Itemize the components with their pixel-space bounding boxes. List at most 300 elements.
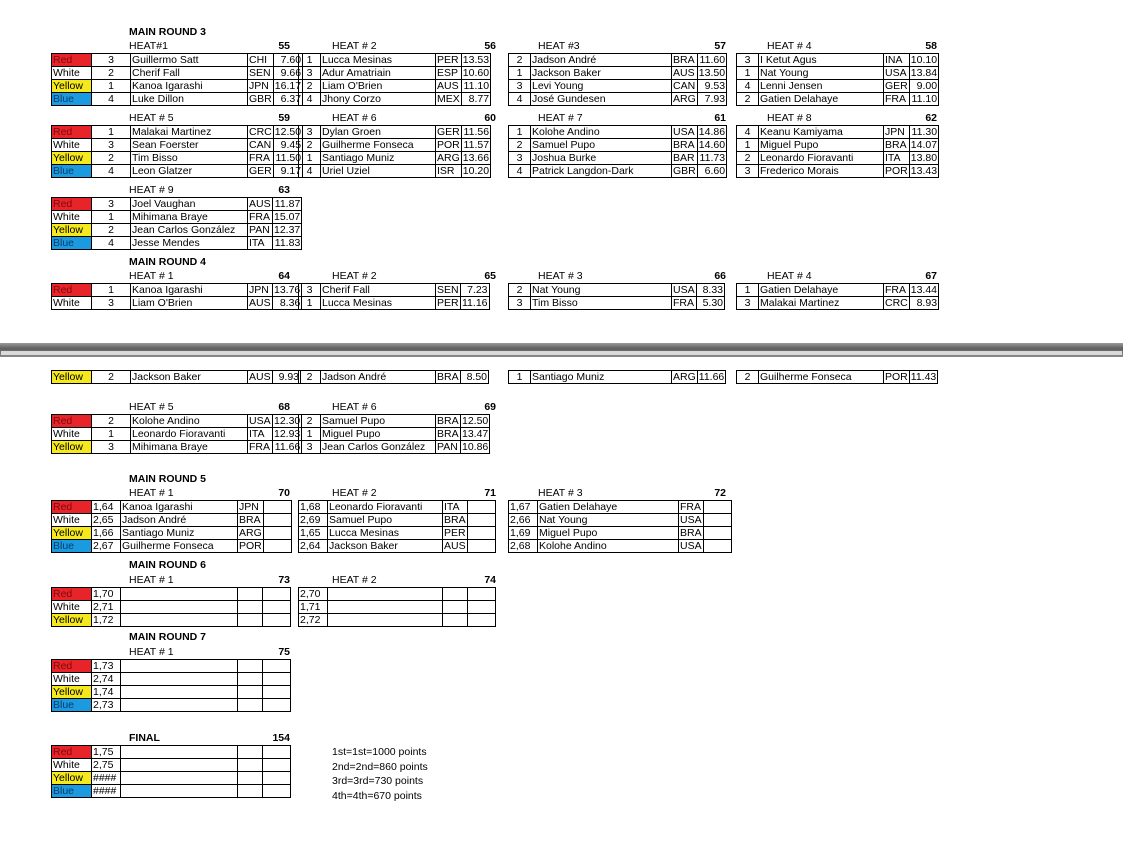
score-cell [704,527,732,540]
heat-number: 74 [484,574,496,586]
surfer-name-cell: Miguel Pupo [538,527,679,540]
surfer-name-cell: Kanoa Igarashi [131,284,248,297]
country-cell: FRA [672,297,697,310]
points-line: 1st=1st=1000 points [332,746,427,758]
score-cell: 9.17 [273,165,302,178]
country-cell: PER [436,54,462,67]
surfer-name-cell: Lucca Mesinas [321,297,436,310]
country-cell: CRC [885,297,908,309]
heat-row [52,415,302,428]
surfer-name-cell: I Ketut Agus [759,54,884,67]
country-cell [238,588,263,601]
jersey-color-cell: White [52,428,92,441]
surfer-name-cell [121,772,238,785]
score-cell: 7.60 [273,54,302,67]
seed-cell: 2 [509,54,531,67]
seed-cell: 3 [92,297,131,310]
score-cell: 11.60 [697,54,726,67]
score-cell: 9.53 [697,80,726,93]
country-cell: ARG [673,371,696,383]
jersey-color-cell: Blue [52,165,92,178]
seed-cell: #### [92,785,121,798]
seed-cell: 2 [92,152,131,165]
surfer-name-cell: Leon Glatzer [131,165,248,178]
score-cell [263,660,291,673]
seed-cell: 1 [299,428,321,441]
heat-row [52,224,302,237]
heat-row [52,785,291,798]
score-cell: 9.93 [273,371,301,384]
seed-cell: 3 [509,80,531,93]
heat-table [51,745,291,798]
heat-row [52,428,302,441]
heat-row [299,588,496,601]
score-cell [263,588,291,601]
seed-cell: 3 [92,198,131,211]
heat-label: HEAT # 3 [538,270,583,282]
surfer-name-cell: Jackson Baker [531,67,672,80]
heat-row [737,297,939,310]
surfer-name-cell: Joshua Burke [531,152,672,165]
heat-row [299,80,491,93]
surfer-name-cell: Leonardo Fioravanti [759,152,884,165]
seed-cell: 2,72 [299,614,328,627]
round-title: MAIN ROUND 5 [129,473,207,485]
surfer-name-cell: Cherif Fall [321,284,436,297]
country-cell: ISR [436,165,462,178]
seed-cell: 3 [737,165,759,178]
heat-label: HEAT # 1 [129,574,174,586]
surfer-name-cell: Kolohe Andino [531,126,672,139]
heat-row [52,527,292,540]
country-cell: GBR [673,165,696,177]
country-cell: BRA [444,514,466,526]
score-cell [704,501,732,514]
surfer-name-cell [328,614,443,627]
surfer-name-cell: Guilherme Fonseca [759,371,884,384]
seed-cell: 2 [737,371,759,384]
heat-row [299,297,490,310]
heat-row [509,284,725,297]
seed-cell: 1,73 [92,660,121,673]
surfer-name-cell: Nat Young [531,284,672,297]
heat-table [51,283,302,310]
country-cell: BRA [437,415,459,427]
jersey-color-cell: Blue [52,93,92,106]
heat-row [509,371,726,384]
heat-row [509,126,727,139]
country-cell: ITA [884,152,910,165]
surfer-name-cell: José Gundesen [531,93,672,106]
heat-row [509,54,727,67]
country-cell: AUS [444,540,466,552]
score-cell [468,540,496,553]
score-cell [263,686,291,699]
heat-row [299,126,491,139]
heat-label: HEAT # 8 [767,112,812,124]
country-cell: FRA [884,284,910,297]
surfer-name-cell [121,746,238,759]
heat-row [299,284,490,297]
heat-table [298,587,496,627]
score-cell: 12.50 [274,126,302,138]
heat-label: HEAT # 1 [129,270,174,282]
seed-cell: 2,73 [92,699,121,712]
seed-cell: 1 [509,371,531,384]
country-cell: JPN [238,501,264,514]
heat-row [299,441,490,454]
score-cell: 10.10 [910,54,938,66]
seed-cell: 4 [92,165,131,178]
heat-row [509,297,725,310]
seed-cell: 1 [737,139,759,152]
jersey-color-cell: Blue [52,540,92,553]
country-cell: BRA [238,514,264,527]
country-cell [238,673,263,686]
surfer-name-cell: Gatien Delahaye [759,284,884,297]
seed-cell: 1 [737,67,759,80]
heat-row [52,198,302,211]
score-cell [263,540,291,553]
score-cell: 13.84 [910,67,938,79]
jersey-color-cell: Red [52,415,92,428]
surfer-name-cell [121,785,238,798]
surfer-name-cell: Jackson Baker [328,540,443,553]
score-cell: 7.93 [697,93,726,106]
score-cell: 12.93 [274,428,301,440]
score-cell: 8.33 [697,284,725,297]
surfer-name-cell: Samuel Pupo [531,139,672,152]
heat-table [51,197,302,250]
score-cell [704,540,732,553]
country-cell: USA [680,514,702,526]
jersey-color-cell: White [52,673,92,686]
score-cell: 9.00 [909,80,938,93]
heat-label: HEAT # 7 [538,112,583,124]
heat-row [299,139,491,152]
country-cell: CRC [249,126,272,138]
surfer-name-cell: Dylan Groen [321,126,436,139]
surfer-name-cell: Santiago Muniz [121,527,238,540]
heat-row [509,540,732,553]
score-cell: 10.20 [462,165,490,177]
heat-label: HEAT # 4 [767,40,812,52]
country-cell: CAN [248,139,274,152]
heat-row [299,54,491,67]
seed-cell: 2 [737,93,759,106]
heat-row [52,93,303,106]
heat-label: HEAT # 1 [129,487,174,499]
seed-cell: 1,64 [92,501,121,514]
heat-row [509,67,727,80]
country-cell: BRA [672,54,698,67]
heat-row [52,126,303,139]
seed-cell: 2,67 [92,540,121,553]
score-cell: 12.37 [274,224,301,236]
seed-cell: 4 [509,93,531,106]
jersey-color-cell: Blue [52,237,92,250]
heat-row [737,371,938,384]
heat-table [508,370,726,384]
seed-cell: 2 [92,415,131,428]
jersey-color-cell: Red [52,746,92,759]
score-cell [263,759,291,772]
heat-number: 55 [278,40,290,52]
country-cell [443,601,468,614]
score-cell [468,501,496,514]
round-title: MAIN ROUND 6 [129,559,207,571]
country-cell: INA [884,54,910,67]
jersey-color-cell: Red [52,198,92,211]
score-cell: 5.30 [697,297,725,310]
heat-row [52,284,302,297]
heat-row [299,371,489,384]
surfer-name-cell [328,601,443,614]
seed-cell: 3 [509,297,531,310]
heat-label: HEAT#1 [129,40,168,52]
surfer-name-cell: Keanu Kamiyama [759,126,884,139]
score-cell: 11.56 [461,126,490,139]
jersey-color-cell: Yellow [52,614,92,627]
country-cell: SEN [437,284,459,296]
surfer-name-cell: Mihimana Braye [131,441,248,454]
heat-number: 57 [714,40,726,52]
heat-table [51,587,291,627]
heat-row [737,165,939,178]
score-cell: 12.30 [274,415,301,427]
jersey-color-cell: Red [52,126,92,139]
heat-table [51,659,291,712]
surfer-name-cell: Santiago Muniz [321,152,436,165]
heat-row [299,514,496,527]
country-cell [238,699,263,712]
heat-row [299,415,490,428]
score-cell: 11.10 [909,93,938,106]
country-cell: BRA [437,371,459,383]
country-cell: CAN [672,80,698,93]
surfer-name-cell: Levi Young [531,80,672,93]
country-cell: FRA [679,501,704,514]
score-cell: 11.83 [273,237,302,250]
seed-cell: 2 [299,139,321,152]
heat-row [52,237,302,250]
country-cell: ARG [437,152,460,164]
surfer-name-cell [121,673,238,686]
heat-row [52,441,302,454]
surfer-name-cell: Jean Carlos González [321,441,436,454]
heat-label: HEAT # 2 [332,270,377,282]
heat-row [52,371,301,384]
jersey-color-cell: Yellow [52,686,92,699]
surfer-name-cell: Lucca Mesinas [321,54,436,67]
seed-cell: 1,75 [92,746,121,759]
score-cell [263,746,291,759]
heat-number: 73 [278,574,290,586]
surfer-name-cell [121,686,238,699]
jersey-color-cell: Yellow [52,441,92,454]
country-cell: BRA [437,428,459,440]
seed-cell: 3 [92,54,131,67]
heat-table [508,125,727,178]
country-cell: PAN [248,224,273,237]
country-cell [443,588,468,601]
surfer-name-cell: Mihimana Braye [131,211,248,224]
heat-number: 60 [484,112,496,124]
surfer-name-cell: Samuel Pupo [321,415,436,428]
heat-row [509,152,727,165]
heat-label: HEAT #3 [538,40,580,52]
surfer-name-cell: Sean Foerster [131,139,248,152]
heat-row [52,152,303,165]
score-cell: 9.45 [273,139,302,152]
heat-row [52,165,303,178]
score-cell: 13.66 [462,152,490,164]
country-cell: GER [885,80,908,92]
heat-row [737,126,939,139]
heat-number: 56 [484,40,496,52]
score-cell: 11.66 [273,441,302,454]
score-cell: 14.07 [910,139,938,151]
score-cell: 8.36 [273,297,302,310]
heat-number: 58 [925,40,937,52]
surfer-name-cell: Samuel Pupo [328,514,443,527]
score-cell [263,772,291,785]
heat-table [298,500,496,553]
jersey-color-cell: Blue [52,699,92,712]
surfer-name-cell [121,588,238,601]
country-cell: AUS [672,67,698,80]
heat-row [737,54,939,67]
heat-row [52,601,291,614]
country-cell: USA [673,284,695,296]
score-cell: 11.87 [273,198,302,211]
score-cell: 6.60 [697,165,726,178]
heat-table [298,370,489,384]
score-cell: 8.77 [461,93,490,106]
country-cell: AUS [249,371,271,383]
jersey-color-cell: Blue [52,785,92,798]
seed-cell: 3 [299,441,321,454]
seed-cell: 2 [509,139,531,152]
round-title: MAIN ROUND 3 [129,26,207,38]
heat-number: 59 [278,112,290,124]
surfer-name-cell: Patrick Langdon-Dark [531,165,672,178]
seed-cell: 2 [737,152,759,165]
country-cell: POR [885,371,908,383]
score-cell: 7.23 [461,284,490,297]
surfer-name-cell: Liam O'Brien [321,80,436,93]
heat-table [51,500,292,553]
seed-cell: 3 [299,284,321,297]
score-cell: 13.53 [462,54,490,66]
heat-number: 72 [714,487,726,499]
seed-cell: 1,68 [299,501,328,514]
heat-table [508,500,732,553]
heat-row [52,297,302,310]
country-cell: PAN [436,441,461,454]
heat-row [52,699,291,712]
country-cell: USA [680,540,702,552]
jersey-color-cell: White [52,139,92,152]
jersey-color-cell: Red [52,588,92,601]
country-cell: ITA [248,428,273,441]
country-cell: BAR [672,152,698,165]
surfer-name-cell: Miguel Pupo [321,428,436,441]
seed-cell: 1 [299,152,321,165]
heat-row [737,284,939,297]
heat-label: HEAT # 4 [767,270,812,282]
seed-cell: 4 [509,165,531,178]
seed-cell: 3 [509,152,531,165]
heat-table [508,53,727,106]
heat-row [299,527,496,540]
heat-label: HEAT # 6 [332,401,377,413]
seed-cell: 2 [92,224,131,237]
country-cell [238,601,263,614]
surfer-name-cell: Leonardo Fioravanti [131,428,248,441]
country-cell [238,746,263,759]
score-cell: 13.50 [698,67,726,79]
score-cell: 16.17 [274,80,302,92]
country-cell [238,686,263,699]
surfer-name-cell: Jesse Mendes [131,237,248,250]
jersey-color-cell: Yellow [52,527,92,540]
heat-label: HEAT # 5 [129,401,174,413]
surfer-name-cell [121,614,238,627]
score-cell: 13.80 [910,152,938,164]
seed-cell: 1,66 [92,527,121,540]
heat-row [509,165,727,178]
score-cell [263,785,291,798]
heat-number: 68 [278,401,290,413]
seed-cell: 1 [509,67,531,80]
surfer-name-cell [328,588,443,601]
heat-table [736,283,939,310]
heat-row [299,501,496,514]
country-cell: AUS [436,80,462,93]
surfer-name-cell [121,759,238,772]
heat-row [52,759,291,772]
heat-row [509,527,732,540]
seed-cell: 1,74 [92,686,121,699]
score-cell [263,614,291,627]
heat-number: 65 [484,270,496,282]
surfer-name-cell: Guillermo Satt [131,54,248,67]
country-cell: FRA [884,93,910,106]
seed-cell: 4 [299,93,321,106]
jersey-color-cell: Red [52,284,92,297]
score-cell: 11.10 [461,80,490,93]
score-cell [468,514,496,527]
heat-number: 62 [925,112,937,124]
heat-row [299,614,496,627]
score-cell [468,601,496,614]
surfer-name-cell: Kanoa Igarashi [121,501,238,514]
jersey-color-cell: Red [52,501,92,514]
seed-cell: 2,66 [509,514,538,527]
seed-cell: 3 [299,67,321,80]
points-line: 3rd=3rd=730 points [332,775,424,787]
heat-label: HEAT # 5 [129,112,174,124]
heat-row [52,614,291,627]
score-cell: 13.43 [910,165,938,177]
heat-table [736,370,938,384]
surfer-name-cell: Cherif Fall [131,67,248,80]
seed-cell: 2,69 [299,514,328,527]
seed-cell: 2,65 [92,514,121,527]
seed-cell: 1,69 [509,527,538,540]
score-cell: 11.50 [273,152,302,165]
